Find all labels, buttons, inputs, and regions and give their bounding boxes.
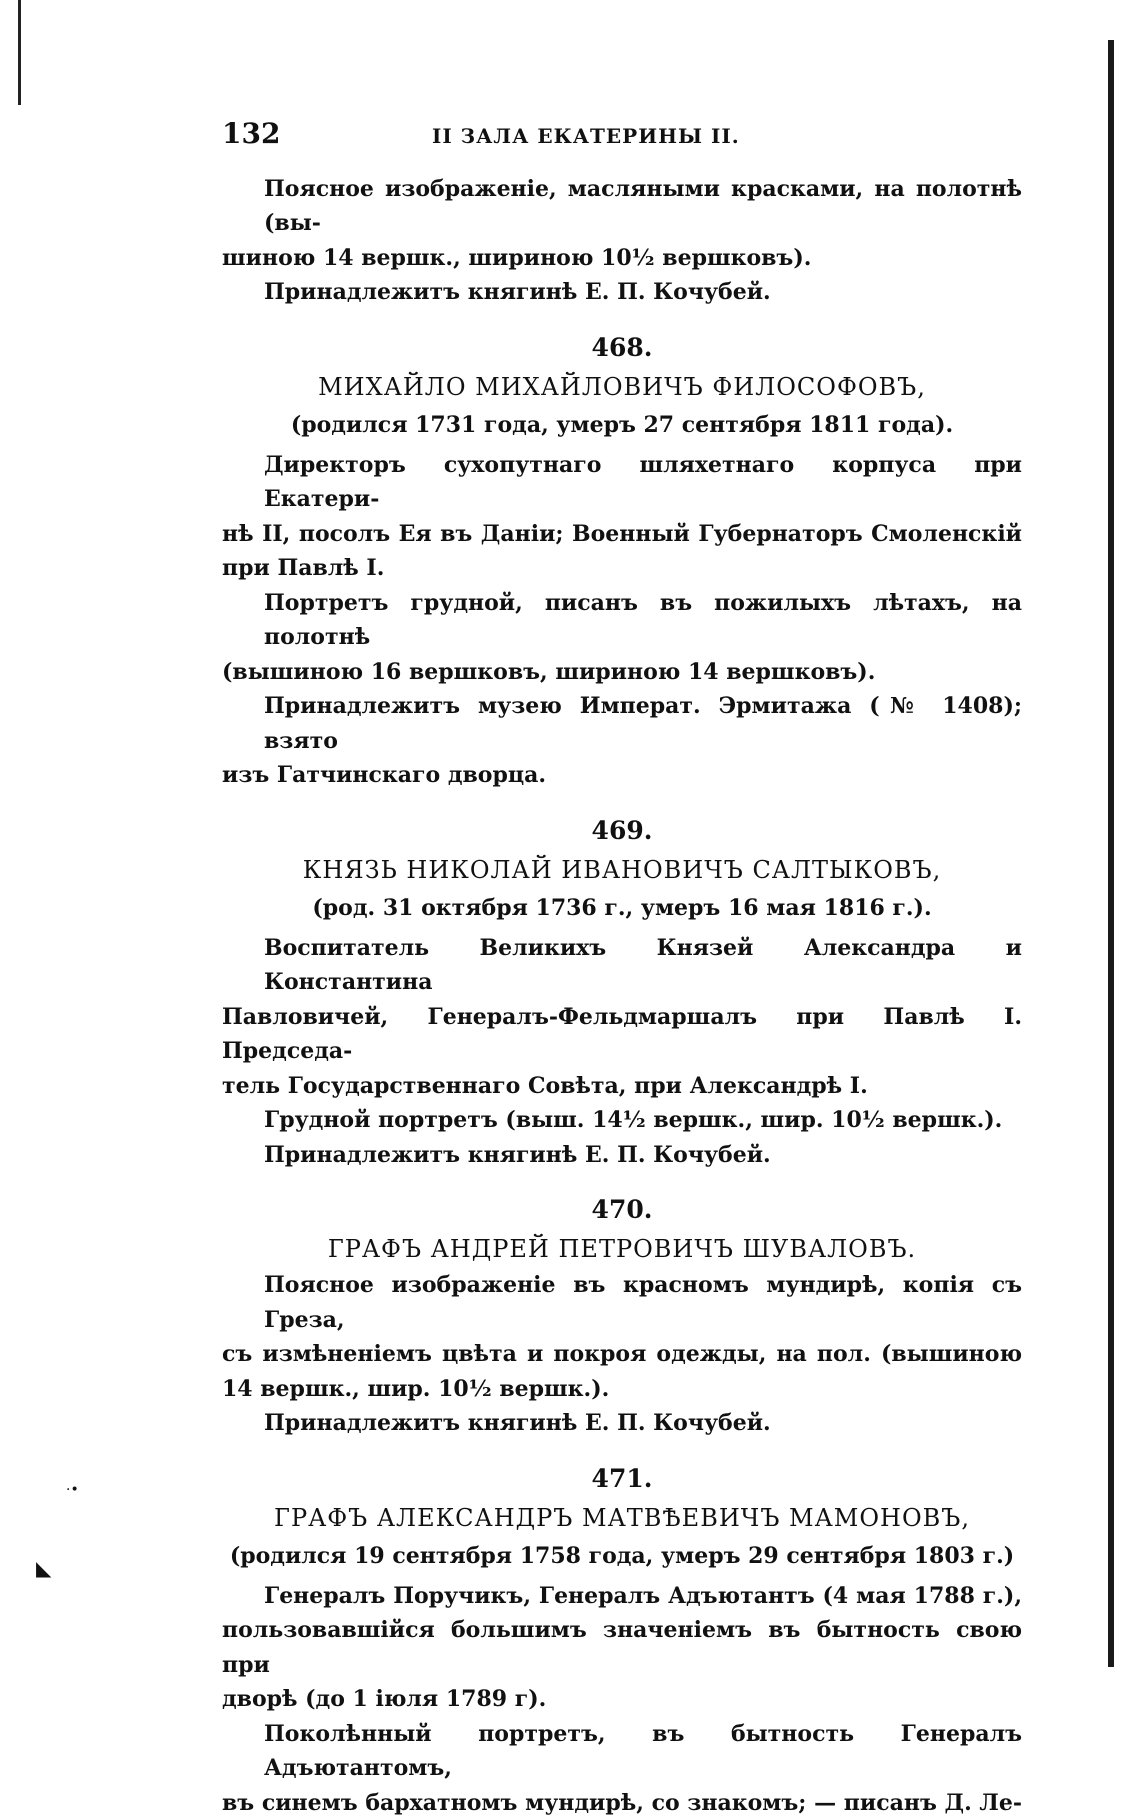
entry-owner <box>222 1406 1022 1441</box>
entry-number: 469. <box>222 811 1022 851</box>
text-line: съ измѣненіемъ цвѣта и покроя одежды, на пол. (вышиною <box>222 1337 1022 1372</box>
text-line: Воспитатель Великихъ Князей Александра и Константина <box>222 931 1022 1000</box>
text-line: тель Государственнаго Совѣта, при Александрѣ I. <box>222 1069 1022 1104</box>
text-line: Директоръ сухопутнаго шляхетнаго корпуса при Екатери- <box>222 448 1022 517</box>
text-line: 14 вершк., шир. 10½ вершк.). <box>222 1372 1022 1407</box>
page-body <box>222 105 1022 1820</box>
margin-pointer-mark: ◣ <box>36 1556 51 1580</box>
entry-biography <box>222 1579 1022 1717</box>
entry-dates: (род. 31 октября 1736 г., умеръ 16 мая 1816 г.). <box>222 889 1022 927</box>
entry-number: 468. <box>222 328 1022 368</box>
entry-name: ГРАФЪ АНДРЕЙ ПЕТРОВИЧЪ ШУВАЛОВЪ. <box>222 1230 1022 1268</box>
entry-469 <box>222 811 1022 1173</box>
text-line: Поколѣнный портретъ, въ бытность Генералъ Адъютантомъ, <box>222 1717 1022 1786</box>
entry-biography <box>222 931 1022 1104</box>
text-line: Принадлежитъ музею Императ. Эрмитажа (№ 1408); взято <box>222 689 1022 758</box>
entry-470 <box>222 1190 1022 1441</box>
text-line: Принадлежитъ княгинѣ Е. П. Кочубей. <box>222 1138 1022 1173</box>
entry-name: КНЯЗЬ НИКОЛАЙ ИВАНОВИЧЪ САЛТЫКОВЪ, <box>222 851 1022 889</box>
entry-number: 471. <box>222 1459 1022 1499</box>
entry-name: ГРАФЪ АЛЕКСАНДРЪ МАТВѢЕВИЧЪ МАМОНОВЪ, <box>222 1499 1022 1537</box>
page-header <box>222 117 1022 154</box>
text-line: Грудной портретъ (выш. 14½ вершк., шир. 10½ вершк.). <box>222 1103 1022 1138</box>
text-line: Поясное изображеніе въ красномъ мундирѣ, копія съ Греза, <box>222 1268 1022 1337</box>
entry-name: МИХАЙЛО МИХАЙЛОВИЧЪ ФИЛОСОФОВЪ, <box>222 368 1022 406</box>
entry-dates: (родился 19 сентября 1758 года, умеръ 29 сентября 1803 г.) <box>222 1537 1022 1575</box>
text-line: нѣ II, посолъ Ея въ Даніи; Военный Губернаторъ Смоленскій <box>222 517 1022 552</box>
entry-468 <box>222 328 1022 793</box>
entry-number: 470. <box>222 1190 1022 1230</box>
margin-specks: ·• <box>66 1482 79 1498</box>
entry-owner <box>222 689 1022 793</box>
text-line: Поясное изображеніе, масляными красками, на полотнѣ (вы- <box>222 172 1022 241</box>
page-edge-shadow <box>1108 40 1114 1667</box>
text-line: пользовавшійся большимъ значеніемъ въ бытность свою при <box>222 1613 1022 1682</box>
text-line: Генералъ Поручикъ, Генералъ Адъютантъ (4 мая 1788 г.), <box>222 1579 1022 1614</box>
intro-description <box>222 172 1022 276</box>
entry-owner <box>222 1138 1022 1173</box>
intro-owner: Принадлежитъ княгинѣ Е. П. Кочубей. <box>222 275 1022 310</box>
text-line: въ синемъ бархатномъ мундирѣ, со знакомъ; — писанъ Д. Ле- <box>222 1786 1022 1820</box>
running-title: II ЗАЛА ЕКАТЕРИНЫ II. <box>432 119 740 154</box>
entry-portrait-description <box>222 586 1022 690</box>
text-line: при Павлѣ I. <box>222 551 1022 586</box>
entry-biography <box>222 448 1022 586</box>
text-line: Павловичей, Генералъ-Фельдмаршалъ при Павлѣ I. Председа- <box>222 1000 1022 1069</box>
left-margin-rule <box>18 0 21 105</box>
page-number: 132 <box>222 117 432 152</box>
text-line: изъ Гатчинскаго дворца. <box>222 758 1022 793</box>
text-line: (вышиною 16 вершковъ, шириною 14 вершковъ). <box>222 655 1022 690</box>
entry-portrait-description <box>222 1268 1022 1406</box>
text-line: Портретъ грудной, писанъ въ пожилыхъ лѣтахъ, на полотнѣ <box>222 586 1022 655</box>
text-line: дворѣ (до 1 іюля 1789 г). <box>222 1682 1022 1717</box>
text-line: Принадлежитъ княгинѣ Е. П. Кочубей. <box>222 1406 1022 1441</box>
entry-471 <box>222 1459 1022 1820</box>
entry-portrait-description <box>222 1103 1022 1138</box>
entry-portrait-description <box>222 1717 1022 1820</box>
text-line: шиною 14 вершк., шириною 10½ вершковъ). <box>222 241 1022 276</box>
entry-dates: (родился 1731 года, умеръ 27 сентября 1811 года). <box>222 406 1022 444</box>
